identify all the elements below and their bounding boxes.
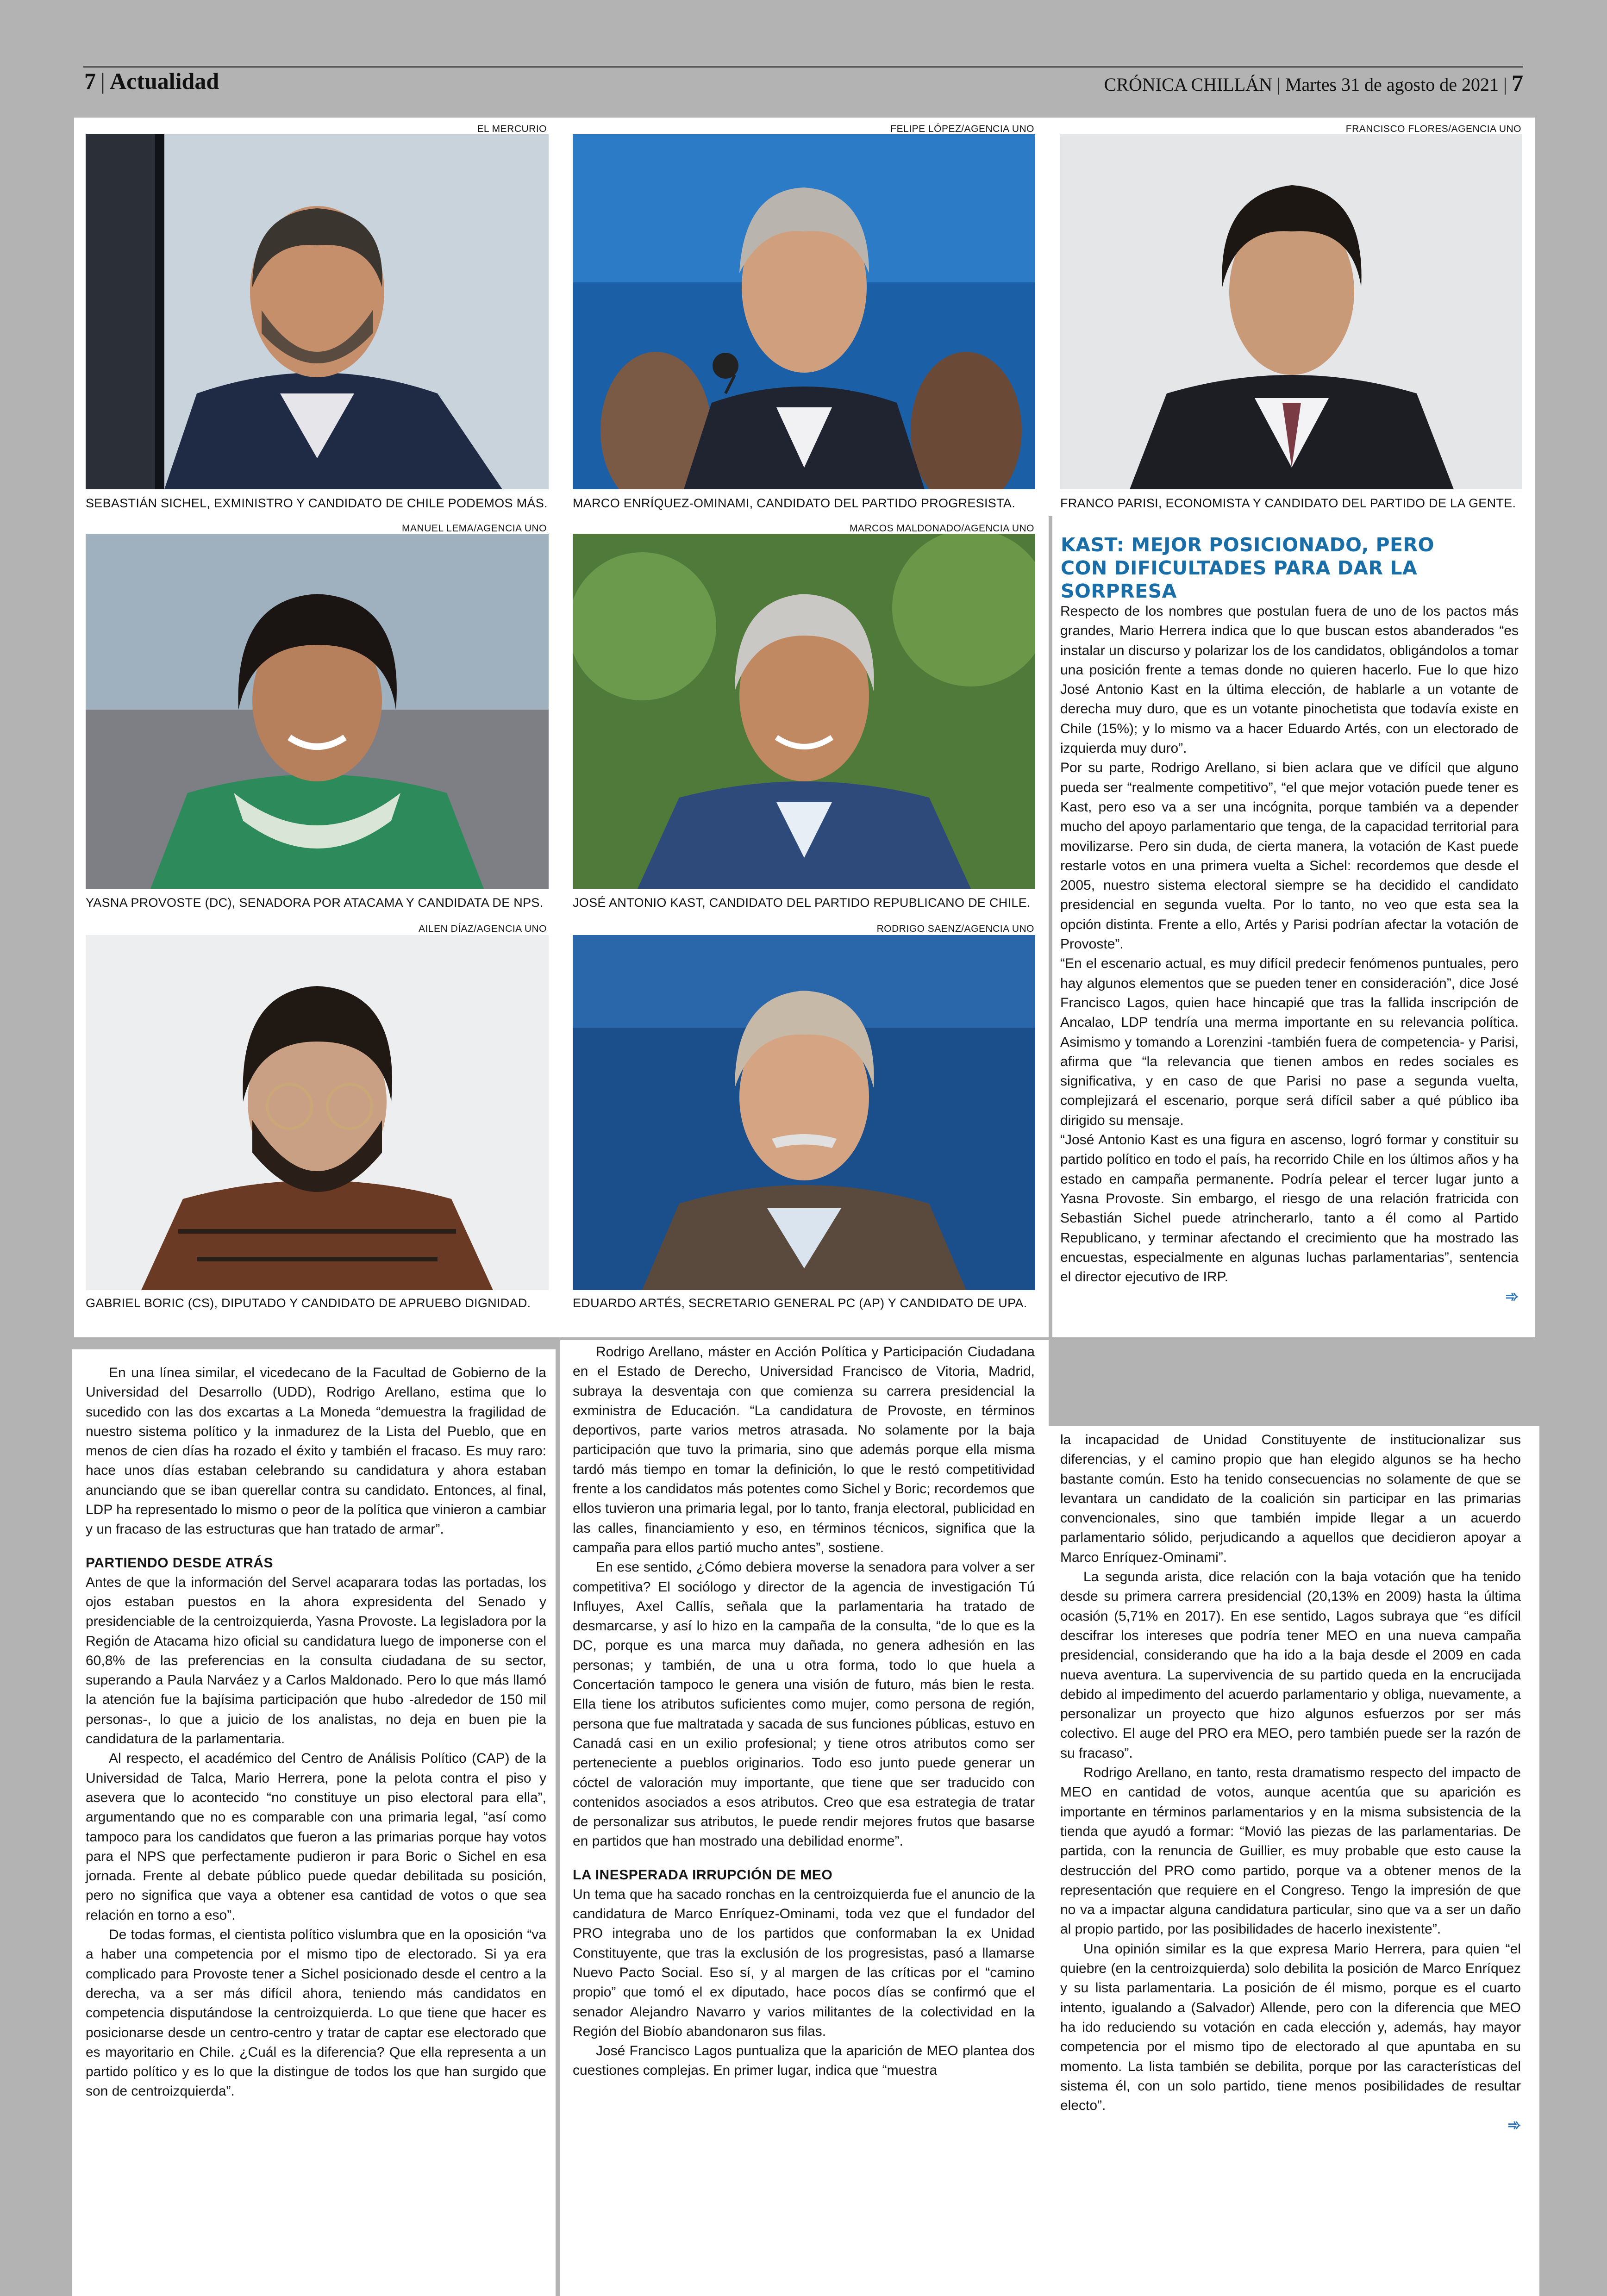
header-rule bbox=[83, 66, 1523, 68]
photo-parisi bbox=[1060, 134, 1522, 489]
photo-caption-artes: EDUARDO ARTÉS, SECRETARIO GENERAL PC (AP) Y CANDIDATO DE UPA. bbox=[573, 1296, 1027, 1310]
gap-vertical bbox=[1049, 516, 1052, 1340]
continue-arrow-icon: ➾ bbox=[1507, 2116, 1521, 2134]
article-column-1 bbox=[86, 1363, 546, 2102]
article-paragraph: la incapacidad de Unidad Constituyente de institucionalizar sus diferencias, y el camino propio que han elegido algunos se ha hecho bastante común. Esto ha tenido consecuencias no solamente de que se levantara un candidato de la coalición sin participar en las primarias convencionales, sino que también impide llegar a un acuerdo parlamentario sólido, perjudicando a aquellos que decidieron apoyar a Marco Enríquez-Ominami”. bbox=[1060, 1432, 1521, 1565]
photo-credit-boric: AILEN DÍAZ/AGENCIA UNO bbox=[418, 923, 547, 934]
article-paragraph: Una opinión similar es la que expresa Mario Herrera, para quien “el quiebre (en la centroizquierda) solo debilita la posición de Marco Enríquez y su lista parlamentaria. La posición de él mismo, porque es el cuarto intento, igualando a (Salvador) Allende, pero con la diferencia que MEO ha ido reduciendo su votación en cada elección y, además, hay mayor competencia por el mismo tipo de electorado al que apuntaba en su momento. La lista también se debilita, porque por las características del sistema él, con un solo partido, tiene menos posibilidades de resultar electo”. bbox=[1060, 1941, 1521, 2114]
sidebar-title: KAST: MEJOR POSICIONADO, PERO CON DIFICULTADES PARA DAR LA SORPRESA bbox=[1061, 534, 1434, 602]
section-name: Actualidad bbox=[110, 68, 219, 94]
photo-credit-kast: MARCOS MALDONADO/AGENCIA UNO bbox=[849, 523, 1034, 534]
photo-caption-boric: GABRIEL BORIC (CS), DIPUTADO Y CANDIDATO DE APRUEBO DIGNIDAD. bbox=[86, 1296, 531, 1310]
article-paragraph: José Francisco Lagos puntualiza que la aparición de MEO plantea dos cuestiones complejas. En primer lugar, indica que “muestra bbox=[573, 2043, 1035, 2078]
sidebar-paragraph: “En el escenario actual, es muy difícil predecir fenómenos puntuales, pero hay algunos elementos que se pueden tener en consideración”, dice José Francisco Lagos, quien hace hincapié que tras la fallida inscripción de Ancalao, LDP tendría una merma importante en su relevancia política. Asimismo y tomando a Lorenzini -también fuera de competencia- y Parisi, afirma que “la relevancia que tienen ambos en redes sociales es significativa, y en caso de que Parisi no pase a segunda vuelta, complejizará el escenario, porque será difícil saber a qué público iba dirigido su mensaje. bbox=[1060, 956, 1519, 1128]
photo-caption-kast: JOSÉ ANTONIO KAST, CANDIDATO DEL PARTIDO REPUBLICANO DE CHILE. bbox=[573, 896, 1031, 910]
article-paragraph: Un tema que ha sacado ronchas en la centroizquierda fue el anuncio de la candidatura de Marco Enríquez-Ominami, toda vez que el fundador del PRO integraba uno de los partidos que conformaban la ex Unidad Constituyente, que tras la exclusión de los progresistas, pasó a llamarse Nuevo Pacto Social. Eso sí, y al margen de las críticas por el “camino propio” que tomó el ex diputado, hace pocos días se confirmó que el senador Alejandro Navarro y varios militantes de la colectividad en la Región del Biobío abandonaron sus filas. bbox=[573, 1886, 1035, 2039]
article-paragraph: En ese sentido, ¿Cómo debiera moverse la senadora para volver a ser competitiva? El sociólogo y director de la agencia de investigación Tú Influyes, Axel Callís, señala que la parlamentaria ha tratado de desmarcarse, y así lo hizo en la campaña de la consulta, “de lo que es la DC, porque es una marca muy dañada, no genera adhesión en las personas; y también, de una u otra forma, todo lo que huela a Concertación tampoco le genera una visión de futuro, más bien le resta. Ella tiene los atributos suficientes como mujer, como persona de región, persona que fue maltratada y sacada de sus funciones públicas, estuvo en Canadá casi en un exilio profesional; y tiene otros atributos como ser perteneciente a pueblos originarios. Todo eso junto puede generar un cóctel de valoración muy importante, que tiene que ser traducido con contenidos asociados a esos atributos. Creo que esa estrategia de tratar de personalizar sus atributos, le puede rendir mejores frutos que basarse en partidos que han mostrado una debilidad enorme”. bbox=[573, 1560, 1035, 1849]
subheading: PARTIENDO DESDE ATRÁS bbox=[86, 1555, 273, 1571]
article-paragraph: Antes de que la información del Servel acaparara todas las portadas, los ojos estaban puestos en la ahora expresidenta del Senado y presidenciable de la centroizquierda, Yasna Provoste. La legisladora por la Región de Atacama hizo oficial su candidatura luego de imponerse con el 60,8% de las preferencias en la consulta ciudadana de su sector, superando a Paula Narváez y a Carlos Maldonado. Pero lo que más llamó la atención fue la bajísima participación que hubo -alrededor de 150 mil personas-, lo que a juicio de los analistas, no deja en buen pie la candidatura de la parlamentaria. bbox=[86, 1574, 546, 1747]
page-header-right: CRÓNICA CHILLÁN | Martes 31 de agosto de 2021 | 7 bbox=[1104, 70, 1523, 96]
article-paragraph: Al respecto, el académico del Centro de Análisis Político (CAP) de la Universidad de Talca, Mario Herrera, pone la pelota contra el piso y asevera que lo acontecido “no constituye un piso electoral para ella”, argumentando que no es comparable con una primaria legal, “así como tampoco para los candidatos que fueron a las primarias porque hay votos para el NPS que perfectamente pudieron ir para Boric o Sichel en esa jornada. Frente al debate público puede quedar debilitada su posición, pero no significa que vaya a obtener esa cantidad de votos o que sea relación en torno a eso”. bbox=[86, 1751, 546, 1923]
photo-boric bbox=[86, 935, 549, 1290]
sidebar-paragraph: Respecto de los nombres que postulan fuera de uno de los pactos más grandes, Mario Herrera indica que lo que buscan estos abanderados “es instalar un discurso y polarizar los de los candidatos, obligándolos a tomar una posición frente a temas donde no quieren hacerlo. Fue lo que hizo José Antonio Kast en la última elección, de hablarle a un votante de derecha muy duro, que es un votante pinochetista que todavía existe en Chile (15%); y lo mismo va a hacer Eduardo Artés, con un electorado de izquierda muy duro”. bbox=[1060, 604, 1519, 756]
subheading: LA INESPERADA IRRUPCIÓN DE MEO bbox=[573, 1867, 833, 1883]
photo-artes bbox=[573, 935, 1035, 1290]
photo-enriquez-ominami bbox=[573, 134, 1035, 489]
page-number-right: 7 bbox=[1512, 70, 1523, 96]
publication-name: CRÓNICA CHILLÁN bbox=[1104, 74, 1272, 95]
photo-credit-parisi: FRANCISCO FLORES/AGENCIA UNO bbox=[1345, 124, 1521, 134]
page-number: 7 bbox=[84, 68, 96, 94]
photo-credit-artes: RODRIGO SAENZ/AGENCIA UNO bbox=[876, 923, 1034, 934]
photo-provoste bbox=[86, 534, 549, 889]
sidebar-body bbox=[1060, 602, 1519, 1307]
article-paragraph: La segunda arista, dice relación con la baja votación que ha tenido desde su primera carrera presidencial (20,13% en 2009) hasta la última ocasión (5,71% en 2017). En ese sentido, Lagos subraya que “es difícil descifrar los intereses que podría tener MEO en una nueva campaña presidencial, considerando que ha ido a la baja desde el 2009 en cada nueva aventura. La supervivencia de su partido queda en la encrucijada debido al impedimento del acuerdo parlamentario y obliga, nuevamente, a personalizar un proyecto que hizo algunos esfuerzos por ser más colectivo. El auge del PRO era MEO, pero también puede ser la razón de su fracaso”. bbox=[1060, 1569, 1521, 1761]
photo-credit-provoste: MANUEL LEMA/AGENCIA UNO bbox=[402, 523, 547, 534]
photo-credit-meo: FELIPE LÓPEZ/AGENCIA UNO bbox=[890, 124, 1034, 134]
photo-credit-sichel: EL MERCURIO bbox=[477, 124, 547, 134]
article-paragraph: Rodrigo Arellano, máster en Acción Política y Participación Ciudadana en el Estado de Derecho, Universidad Francisco de Vitoria, Madrid, subraya la desventaja con que comienza su carrera presidencial la exministra de Educación. “La candidatura de Provoste, en términos deportivos, parte varios metros atrasada. No solamente por la baja participación que tuvo la primaria, sino que además porque ella misma tardó más tiempo en tomar la definición, lo que le restó competitividad frente a los candidatos más potentes como Sichel y Boric; recordemos que ellos tuvieron una primaria legal, por lo tanto, franja electoral, publicidad en las calles, financiamiento y eso, en términos técnicos, significa que la campaña para ellos partió mucho antes”, sostiene. bbox=[573, 1344, 1035, 1555]
photo-caption-provoste: YASNA PROVOSTE (DC), SENADORA POR ATACAMA Y CANDIDATA DE NPS. bbox=[86, 896, 544, 910]
sidebar-paragraph: “José Antonio Kast es una figura en ascenso, logró formar y constituir su partido político en todo el país, ha recorrido Chile en los últimos años y ha estado en campaña permanente. Podría pelear el tercer lugar junto a Yasna Provoste. Sin embargo, el riesgo de una relación fratricida con Sebastián Sichel puede atrincherarlo, tanto a él como al Partido Republicano, y terminar afectando el crecimiento que ha mostrado las encuestas, especialmente en algunas luchas parlamentarias”, sentencia el director ejecutivo de IRP. bbox=[1060, 1132, 1519, 1285]
photo-caption-parisi: FRANCO PARISI, ECONOMISTA Y CANDIDATO DEL PARTIDO DE LA GENTE. bbox=[1060, 496, 1516, 510]
issue-date: Martes 31 de agosto de 2021 bbox=[1285, 74, 1499, 95]
sidebar-paragraph: Por su parte, Rodrigo Arellano, si bien aclara que ve difícil que alguno pueda ser “realmente competitivo”, “el que mejor votación puede tener es Kast, pero eso va a ser una incógnita, porque también va a depender mucho del apoyo parlamentario que tenga, de la capacidad territorial para movilizarse. Pero sin duda, de cierta manera, la votación de Kast puede restarle votos en una primera vuelta a Sichel: recordemos que desde el 2005, nuestro sistema electoral siempre se ha decidido el candidato presidencial en segunda vuelta. Por lo tanto, no veo que esta sea la opción distinta. Frente a ello, Artés y Parisi podrían afectar la votación de Provoste”. bbox=[1060, 760, 1519, 952]
article-paragraph: De todas formas, el cientista político vislumbra que en la oposición “va a haber una competencia por el mismo tipo de electorado. Si ya era complicado para Provoste tener a Sichel posicionado desde el centro a la derecha, va a ser más difícil ahora, teniendo más candidatos en competencia disputándose la centroizquierda. Lo que tiene que hacer es posicionarse desde un centro-centro y tratar de captar ese electorado que es mayoritario en Chile. ¿Cuál es la diferencia? Que ella representa a un partido político y es lo que la distingue de todos los que han surgido que son de centroizquierda”. bbox=[86, 1927, 546, 2099]
photo-caption-sichel: SEBASTIÁN SICHEL, EXMINISTRO Y CANDIDATO DE CHILE PODEMOS MÁS. bbox=[86, 496, 548, 510]
page-header-left: 7 | Actualidad bbox=[84, 68, 219, 94]
photo-kast bbox=[573, 534, 1035, 889]
article-column-3 bbox=[1060, 1430, 1521, 2135]
photo-caption-meo: MARCO ENRÍQUEZ-OMINAMI, CANDIDATO DEL PARTIDO PROGRESISTA. bbox=[573, 496, 1015, 510]
article-paragraph: Rodrigo Arellano, en tanto, resta dramatismo respecto del impacto de MEO en cantidad de votos, aunque acentúa que su aparición es importante en términos parlamentarios y en la misma subsistencia de la tienda que ayudó a formar: “Movió las piezas de las parlamentarias. De partida, con la renuncia de Guillier, es muy probable que esto cause la destrucción del PRO como partido, porque va a obtener menos de la representación que requiere en el Congreso. Tengo la impresión de que no va a impactar alguna candidatura particular, sino que va a ser un daño al propio partido, por las posibilidades de hacerlo inexistente”. bbox=[1060, 1765, 1521, 1937]
article-column-2 bbox=[573, 1342, 1035, 2081]
continue-arrow-icon: ➾ bbox=[1505, 1288, 1519, 1306]
photo-sichel bbox=[86, 134, 549, 489]
article-paragraph: En una línea similar, el vicedecano de la Facultad de Gobierno de la Universidad del Desarrollo (UDD), Rodrigo Arellano, estima que lo sucedido con las dos excartas a La Moneda “demuestra la fragilidad de nuestro sistema político y la inmadurez de la Lista del Pueblo, que en menos de cien días ha rozado el éxito y también el fracaso. Es muy raro: hace unos días estaban celebrando su candidatura y ahora estaban anunciando que se iban querellar contra su candidato. Entonces, al final, LDP ha representado lo mismo o peor de la política que vinieron a cambiar y un fracaso de las estructuras que han tratado de armar”. bbox=[86, 1365, 547, 1537]
